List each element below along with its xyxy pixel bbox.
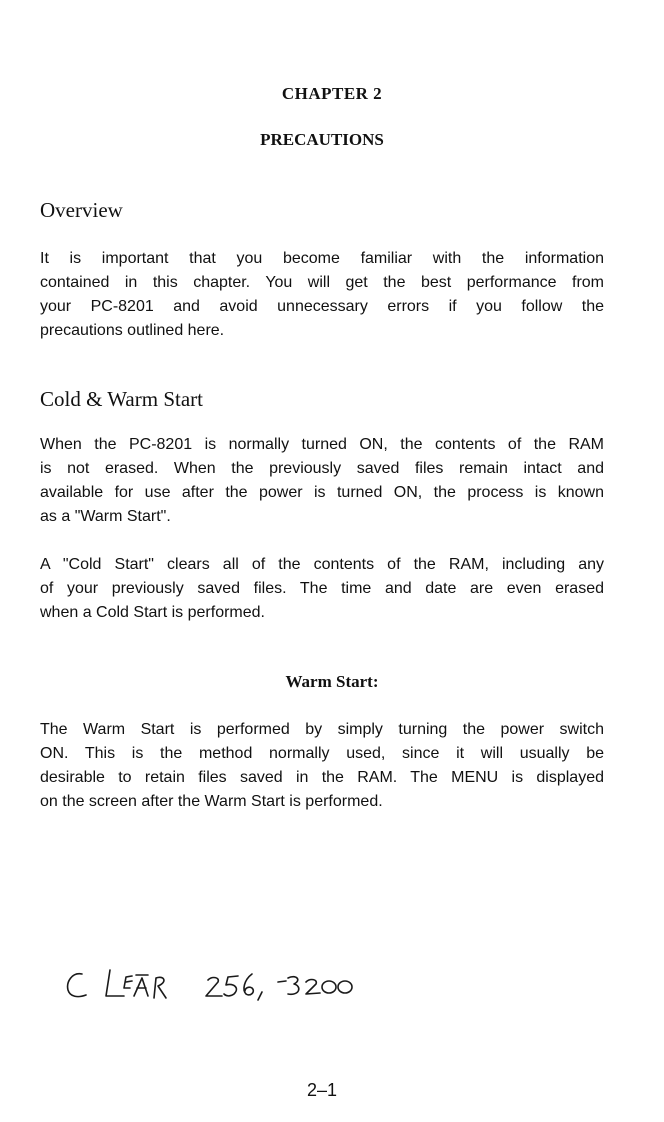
paragraph-line: ON. This is the method normally used, since it will usually be <box>40 745 604 762</box>
cold-warm-paragraph-1 <box>40 433 604 529</box>
handwritten-glyph <box>306 980 320 994</box>
overview-paragraph <box>40 247 604 343</box>
handwritten-glyph <box>278 981 286 982</box>
handwritten-glyph <box>244 974 253 995</box>
handwritten-glyph <box>68 974 86 997</box>
handwritten-glyph <box>258 992 262 1000</box>
handwritten-glyph <box>134 975 148 996</box>
subheading-warm-start: Warm Start: <box>285 672 379 691</box>
paragraph-line: on the screen after the Warm Start is performed. <box>40 793 383 810</box>
paragraph-line: desirable to retain files saved in the RAM. The MENU is displayed <box>40 769 604 786</box>
paragraph-line: A "Cold Start" clears all of the contents of the RAM, including any <box>40 556 604 573</box>
page-number: 2–1 <box>306 1080 338 1100</box>
chapter-title: PRECAUTIONS <box>260 130 384 149</box>
section-heading-cold-warm-start: Cold & Warm Start <box>40 387 203 411</box>
paragraph-line: contained in this chapter. You will get the best performance from <box>40 274 604 291</box>
paragraph-line: when a Cold Start is performed. <box>40 604 265 621</box>
handwritten-glyph <box>338 981 352 993</box>
chapter-label: CHAPTER 2 <box>281 84 383 103</box>
paragraph-line: as a "Warm Start". <box>40 508 171 525</box>
paragraph-line: available for use after the power is turned ON, the process is known <box>40 484 604 501</box>
paragraph-line: The Warm Start is performed by simply turning the power switch <box>40 721 604 738</box>
handwritten-note-drawing <box>66 966 366 1006</box>
handwritten-glyph <box>154 977 166 998</box>
handwritten-glyph <box>124 976 132 988</box>
paragraph-line: It is important that you become familiar with the information <box>40 250 604 267</box>
handwritten-glyph <box>106 970 124 996</box>
handwritten-glyph <box>322 981 336 993</box>
handwritten-glyph <box>288 977 299 995</box>
paragraph-line: your PC-8201 and avoid unnecessary errors if you follow the <box>40 298 604 315</box>
warm-start-paragraph <box>40 718 604 814</box>
cold-warm-paragraph-2 <box>40 553 604 625</box>
paragraph-line: When the PC-8201 is normally turned ON, the contents of the RAM <box>40 436 604 453</box>
paragraph-line: of your previously saved files. The time and date are even erased <box>40 580 604 597</box>
paragraph-line: precautions outlined here. <box>40 322 225 339</box>
paragraph-line: is not erased. When the previously saved files remain intact and <box>40 460 604 477</box>
handwritten-glyph <box>206 978 222 996</box>
section-heading-overview: Overview <box>40 198 123 222</box>
handwritten-glyph <box>224 976 238 996</box>
